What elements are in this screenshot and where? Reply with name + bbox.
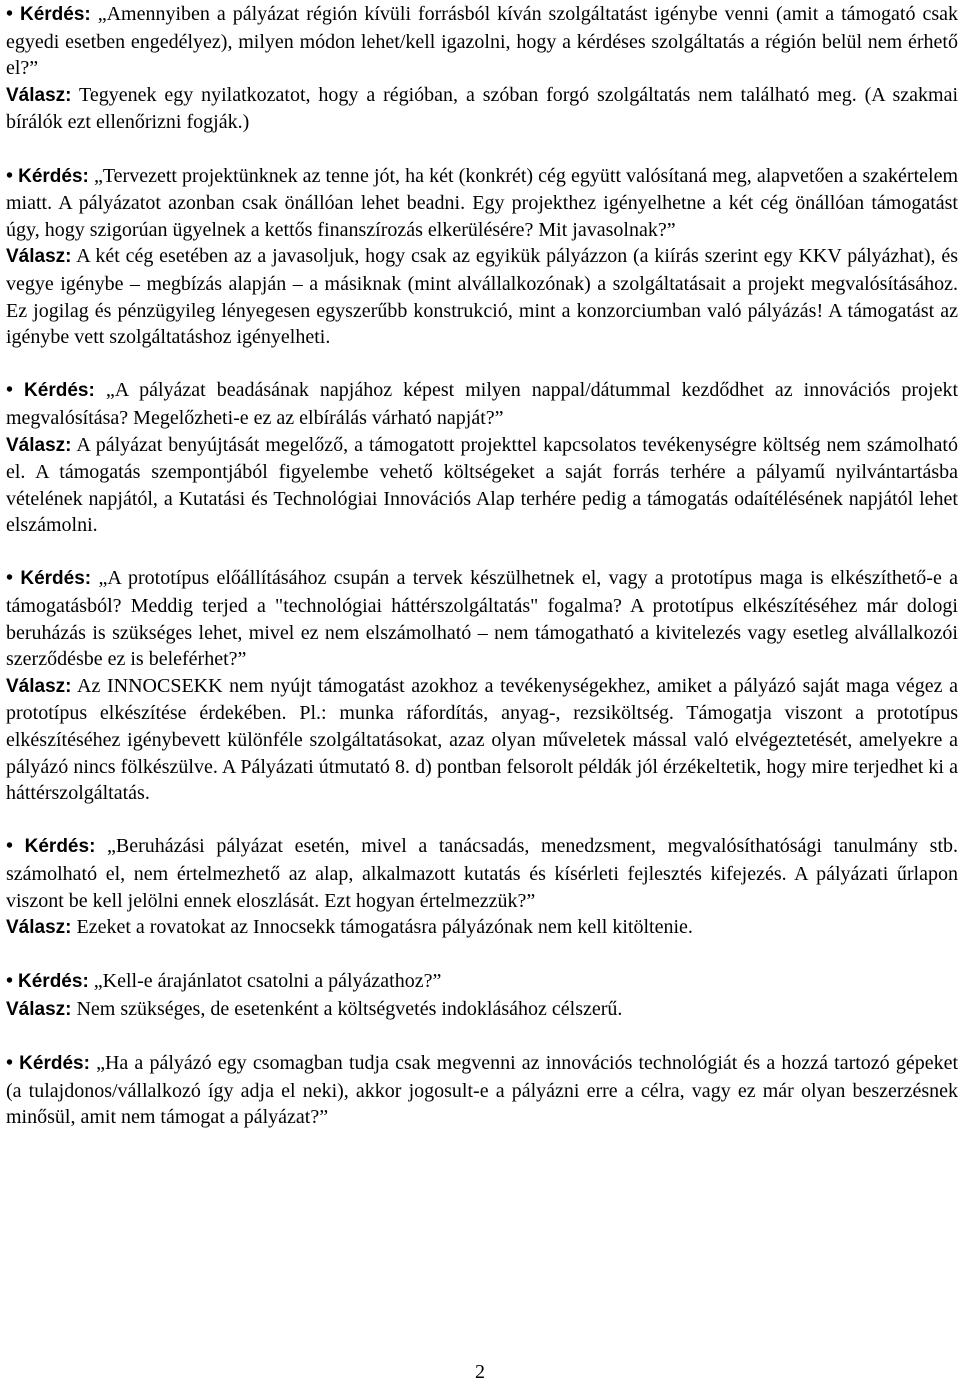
question-text: „Amennyiben a pályázat régión kívüli forrásból kíván szolgáltatást igénybe venni (amit a támogató csak egyedi esetben engedélyez), milyen módon lehet/kell igazolni, hogy a kérdéses szolgáltatás a régión belül nem érhető el?” [6, 3, 958, 80]
answer-paragraph [6, 914, 958, 942]
answer-paragraph [6, 996, 958, 1024]
answer-paragraph [6, 82, 958, 136]
question-paragraph [6, 565, 958, 672]
question-paragraph [6, 833, 958, 914]
answer-label: Válasz: [6, 246, 72, 268]
bullet-icon: • [6, 3, 14, 25]
question-text: „Beruházási pályázat esetén, mivel a tanácsadás, menedzsment, megvalósíthatósági tanulmány stb. számolható el, nem értelmezhető az alap, alkalmazott kutatás és kísérleti fejlesztés kifejezés. A pályázati űrlapon viszont be kell jelölni ennek eloszlását. Ezt hogyan értelmezzük?” [6, 835, 959, 912]
bullet-icon: • [6, 835, 14, 858]
question-label: Kérdés: [24, 836, 96, 858]
answer-label: Válasz: [6, 675, 72, 697]
bullet-icon: • [6, 379, 14, 402]
bullet-icon: • [6, 164, 14, 187]
answer-text: A két cég esetében az a javasoljuk, hogy csak az egyikük pályázzon (a kiírás szerint egy KKV pályázhat), és vegye igénybe – megbízás alapján – a másiknak (mint alvállalkozónak) a szolgáltatásait a projekt megvalósításához. Ez jogilag és pénzügyileg lényegesen egyszerűbb konstrukció, mint a konzorciumban való pályázás! A támogatást az igénybe vett szolgáltatáshoz igényelheti. [6, 245, 958, 349]
question-label: Kérdés: [24, 380, 95, 402]
qa-block-4 [6, 565, 958, 806]
answer-paragraph [6, 432, 958, 539]
answer-text: Tegyenek egy nyilatkozatot, hogy a régióban, a szóban forgó szolgáltatás nem található meg. (A szakmai bírálók ezt ellenőrizni fogják.) [6, 83, 958, 134]
bullet-icon: • [6, 970, 14, 993]
page-number: 2 [475, 1361, 485, 1383]
question-label: Kérdés: [19, 4, 91, 25]
question-label: Kérdés: [19, 1053, 90, 1075]
qa-block-6 [6, 968, 958, 1023]
question-text: „A pályázat beadásának napjához képest milyen nappal/dátummal kezdődhet az innovációs projekt megvalósítása? Megelőzheti-e ez az elbírálás várható napját?” [6, 379, 958, 429]
answer-text: Az INNOCSEKK nem nyújt támogatást azokhoz a tevékenységekhez, amiket a pályázó saját maga végez a prototípus elkészítése érdekében. Pl.: munka ráfordítás, anyag-, rezsiköltség. Támogatja viszont a prototípus elkészítéséhez igénybevett különféle szolgáltatásokat, azaz olyan műveletek mással való elvégeztetését, amelyekre a pályázó nincs fölkészülve. A Pályázati útmutató 8. d) pontban felsorolt példák jól érzékeltetik, hogy mire terjedhet ki a háttérszolgáltatás. [6, 674, 958, 805]
question-paragraph [6, 1050, 958, 1131]
bullet-icon: • [6, 1052, 14, 1075]
question-paragraph [6, 377, 958, 431]
answer-paragraph [6, 243, 958, 350]
question-label: Kérdés: [18, 971, 89, 993]
answer-text: Ezeket a rovatokat az Innocsekk támogatásra pályázónak nem kell kitöltenie. [76, 916, 693, 939]
answer-label: Válasz: [6, 917, 72, 939]
answer-text: Nem szükséges, de esetenként a költségvetés indoklásához célszerű. [76, 997, 623, 1020]
document-page [6, 1, 958, 1131]
question-paragraph [6, 1, 958, 82]
answer-label: Válasz: [6, 84, 72, 106]
bullet-icon: • [6, 567, 14, 590]
question-label: Kérdés: [20, 568, 92, 590]
qa-block-3 [6, 377, 958, 539]
question-text: „Kell-e árajánlatot csatolni a pályázathoz?” [93, 970, 442, 993]
answer-label: Válasz: [6, 998, 72, 1020]
answer-text: A pályázat benyújtását megelőző, a támogatott projekttel kapcsolatos tevékenységre költség nem számolható el. A támogatás szempontjából figyelembe vehető költségeket a saját forrás terhére a pályamű nyilvántartásba vételének napjától, a Kutatási és Technológiai Innovációs Alap terhére pedig a támogatás odaítélésének napjától lehet elszámolni. [6, 433, 958, 537]
answer-label: Válasz: [6, 434, 72, 456]
qa-block-5 [6, 833, 958, 941]
question-text: „Ha a pályázó egy csomagban tudja csak megvenni az innovációs technológiát és a hozzá tartozó gépeket (a tulajdonos/vállalkozó így adja el neki), akkor jogosult-e a pályázni erre a célra, vagy ez már olyan beszerzésnek minősül, amit nem támogat a pályázat?” [6, 1052, 959, 1129]
qa-block-1 [6, 1, 958, 136]
question-paragraph [6, 968, 958, 996]
question-text: „Tervezett projektünknek az tenne jót, ha két (konkrét) cég együtt valósítaná meg, alapvetően a szakértelem miatt. A pályázatot azonban csak önállóan lehet beadni. Egy projekthez igényelhetne a két cég önállóan támogatást úgy, hogy szigorúan ügyelnek a kettős finanszírozás elkerülésére? Mit javasolnak?” [6, 164, 959, 241]
question-label: Kérdés: [18, 165, 89, 187]
answer-paragraph [6, 673, 958, 807]
question-paragraph [6, 163, 958, 244]
qa-block-7 [6, 1050, 958, 1131]
question-text: „A prototípus előállításához csupán a tervek készülhetnek el, vagy a prototípus maga is elkészíthető-e a támogatásból? Meddig terjed a "technológiai háttérszolgáltatás" fogalma? A prototípus elkészítéséhez már dologi beruházás is szükséges lehet, mivel ez nem elszámolható – nem támogatható a kivitelezés vagy esetleg alvállalkozói szerződésbe ez is beleférhet?” [6, 567, 959, 671]
qa-block-2 [6, 163, 958, 351]
